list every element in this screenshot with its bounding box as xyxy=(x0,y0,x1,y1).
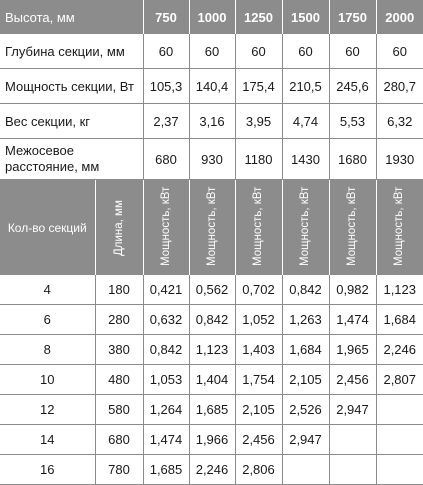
power-value: 1,123 xyxy=(376,275,423,305)
property-label: Межосевое расстояние, мм xyxy=(0,139,143,180)
power-header-cell xyxy=(282,180,329,276)
power-value xyxy=(376,395,423,425)
power-value: 1,685 xyxy=(143,455,189,485)
property-value: 60 xyxy=(235,34,282,69)
height-1750: 1750 xyxy=(329,0,376,34)
height-2000: 2000 xyxy=(376,0,423,34)
property-value: 1680 xyxy=(329,139,376,180)
height-750: 750 xyxy=(143,0,189,34)
power-value: 2,526 xyxy=(282,395,329,425)
property-value: 60 xyxy=(376,34,423,69)
power-header-cell xyxy=(189,180,235,276)
property-value: 5,53 xyxy=(329,104,376,139)
property-value: 105,3 xyxy=(143,69,189,104)
power-value: 2,456 xyxy=(235,425,282,455)
sections-header-row xyxy=(0,180,423,276)
property-value: 60 xyxy=(143,34,189,69)
property-value: 6,32 xyxy=(376,104,423,139)
power-header: Мощность, кВт xyxy=(393,186,406,266)
property-value: 280,7 xyxy=(376,69,423,104)
sections-count: 4 xyxy=(0,275,95,305)
power-header: Мощность, кВт xyxy=(346,186,358,266)
property-value: 60 xyxy=(329,34,376,69)
property-value: 140,4 xyxy=(189,69,235,104)
power-value: 2,947 xyxy=(282,425,329,455)
power-header-cell xyxy=(329,180,376,276)
property-value: 210,5 xyxy=(282,69,329,104)
property-value: 245,6 xyxy=(329,69,376,104)
length-value: 580 xyxy=(95,395,143,425)
power-value: 2,105 xyxy=(282,365,329,395)
property-value: 930 xyxy=(189,139,235,180)
property-row-depth xyxy=(0,34,423,69)
property-value: 1430 xyxy=(282,139,329,180)
height-1500: 1500 xyxy=(282,0,329,34)
power-value: 1,474 xyxy=(329,305,376,335)
property-value: 2,37 xyxy=(143,104,189,139)
power-value: 0,421 xyxy=(143,275,189,305)
power-value: 1,474 xyxy=(143,425,189,455)
power-header-cell xyxy=(143,180,189,276)
table-row xyxy=(0,365,423,395)
power-value: 1,403 xyxy=(235,335,282,365)
power-value: 1,966 xyxy=(189,425,235,455)
sections-count: 8 xyxy=(0,335,95,365)
power-value: 2,246 xyxy=(376,335,423,365)
power-value: 1,264 xyxy=(143,395,189,425)
power-header: Мощность, кВт xyxy=(252,186,264,266)
power-value xyxy=(282,455,329,485)
power-value: 0,842 xyxy=(282,275,329,305)
power-value xyxy=(376,455,423,485)
power-value: 1,123 xyxy=(189,335,235,365)
power-value: 0,632 xyxy=(143,305,189,335)
property-label: Вес секции, кг xyxy=(0,104,143,139)
sections-count: 14 xyxy=(0,425,95,455)
height-1250: 1250 xyxy=(235,0,282,34)
property-value: 3,95 xyxy=(235,104,282,139)
power-value: 2,105 xyxy=(235,395,282,425)
power-value: 0,562 xyxy=(189,275,235,305)
power-value xyxy=(329,455,376,485)
power-value: 0,842 xyxy=(143,335,189,365)
table-row xyxy=(0,395,423,425)
power-value: 1,754 xyxy=(235,365,282,395)
sections-count: 16 xyxy=(0,455,95,485)
power-value: 0,842 xyxy=(189,305,235,335)
property-value: 1180 xyxy=(235,139,282,180)
property-row-axis-distance xyxy=(0,139,423,180)
length-value: 380 xyxy=(95,335,143,365)
power-value xyxy=(329,425,376,455)
property-value: 60 xyxy=(282,34,329,69)
sections-count: 12 xyxy=(0,395,95,425)
length-value: 680 xyxy=(95,425,143,455)
power-header: Мощность, кВт xyxy=(299,186,311,266)
length-value: 280 xyxy=(95,305,143,335)
power-value: 2,246 xyxy=(189,455,235,485)
sections-header: Кол-во секций xyxy=(0,180,95,276)
power-value: 1,404 xyxy=(189,365,235,395)
sections-count: 6 xyxy=(0,305,95,335)
table-row xyxy=(0,335,423,365)
power-value: 1,684 xyxy=(282,335,329,365)
power-value: 1,052 xyxy=(235,305,282,335)
property-label: Мощность секции, Вт xyxy=(0,69,143,104)
power-header-cell xyxy=(376,180,423,276)
power-value: 1,263 xyxy=(282,305,329,335)
length-header-cell xyxy=(95,180,143,276)
height-label: Высота, мм xyxy=(0,0,143,34)
property-value: 680 xyxy=(143,139,189,180)
length-header: Длина, мм xyxy=(112,200,125,256)
property-value: 4,74 xyxy=(282,104,329,139)
property-row-weight xyxy=(0,104,423,139)
power-value: 1,965 xyxy=(329,335,376,365)
sections-count: 10 xyxy=(0,365,95,395)
power-value xyxy=(376,425,423,455)
power-value: 0,982 xyxy=(329,275,376,305)
length-value: 180 xyxy=(95,275,143,305)
power-value: 2,807 xyxy=(376,365,423,395)
table-row xyxy=(0,425,423,455)
property-label: Глубина секции, мм xyxy=(0,34,143,69)
power-value: 2,947 xyxy=(329,395,376,425)
power-value: 2,456 xyxy=(329,365,376,395)
power-value: 1,684 xyxy=(376,305,423,335)
property-row-power xyxy=(0,69,423,104)
property-value: 3,16 xyxy=(189,104,235,139)
height-header-row xyxy=(0,0,423,34)
table-row xyxy=(0,455,423,485)
power-value: 1,685 xyxy=(189,395,235,425)
power-value: 1,053 xyxy=(143,365,189,395)
table-row xyxy=(0,275,423,305)
power-header: Мощность, кВт xyxy=(159,186,172,266)
table-row xyxy=(0,305,423,335)
power-header-cell xyxy=(235,180,282,276)
power-value: 0,702 xyxy=(235,275,282,305)
property-value: 1930 xyxy=(376,139,423,180)
property-value: 60 xyxy=(189,34,235,69)
power-header: Мощность, кВт xyxy=(205,186,218,266)
height-1000: 1000 xyxy=(189,0,235,34)
length-value: 780 xyxy=(95,455,143,485)
power-value: 2,806 xyxy=(235,455,282,485)
property-value: 175,4 xyxy=(235,69,282,104)
length-value: 480 xyxy=(95,365,143,395)
